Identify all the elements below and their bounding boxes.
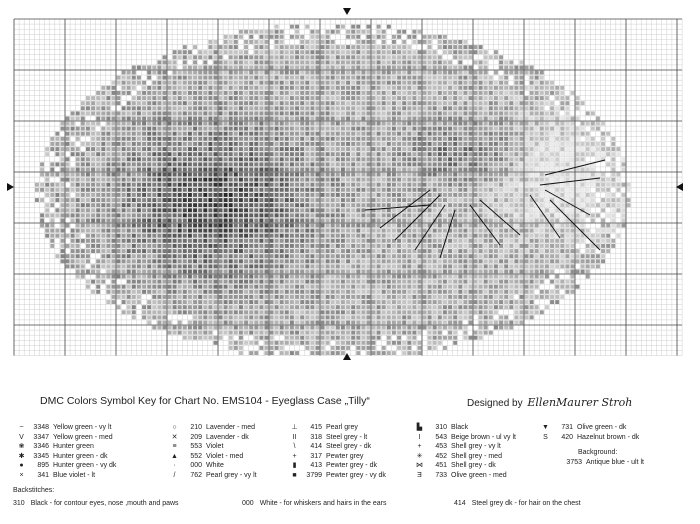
key-entry bbox=[540, 423, 639, 433]
key-entry bbox=[169, 433, 257, 443]
designer-credit bbox=[467, 396, 632, 409]
key-entry bbox=[16, 423, 116, 433]
dmc-code: 413 bbox=[310, 462, 322, 470]
color-name: Pewter grey - vy dk bbox=[326, 471, 386, 479]
stitch-symbol: ▮ bbox=[292, 462, 297, 470]
stitch-symbol: S bbox=[543, 433, 548, 441]
dmc-code: 452 bbox=[435, 452, 447, 460]
background-entry bbox=[560, 458, 644, 468]
stitch-symbol: ○ bbox=[172, 424, 177, 431]
key-entry bbox=[414, 442, 516, 452]
backstitches-heading: Backstitches: bbox=[13, 487, 55, 494]
key-entry bbox=[414, 461, 516, 471]
stitch-symbol: ✱ bbox=[18, 452, 25, 460]
color-name: Hunter green - vy dk bbox=[53, 462, 117, 470]
color-name: Pewter grey bbox=[326, 452, 364, 460]
key-entry bbox=[169, 442, 257, 452]
dmc-code: 341 bbox=[37, 471, 49, 479]
stitch-symbol: / bbox=[173, 471, 176, 479]
dmc-code: 3753 bbox=[566, 458, 582, 466]
color-name: Yellow green - vy lt bbox=[53, 424, 112, 431]
color-name: Blue violet - lt bbox=[53, 471, 96, 479]
dmc-code: 543 bbox=[435, 433, 447, 441]
stitch-symbol: × bbox=[19, 471, 24, 479]
dmc-code: 3347 bbox=[33, 433, 49, 441]
dmc-code: 317 bbox=[310, 452, 322, 460]
key-entry bbox=[289, 433, 386, 443]
stitch-symbol: ✕ bbox=[171, 433, 178, 441]
symbol-key-title: DMC Colors Symbol Key for Chart No. EMS104 - Eyeglass Case „Tilly“ bbox=[40, 395, 370, 407]
stitch-symbol: ≡ bbox=[172, 443, 177, 451]
chart-pattern bbox=[35, 25, 631, 355]
backstitch-text: Black - for contour eyes, nose ,mouth and paws bbox=[30, 500, 179, 507]
color-name: Pearl grey bbox=[326, 424, 358, 431]
color-name: Violet - med bbox=[206, 452, 244, 460]
dmc-code: 453 bbox=[435, 443, 447, 451]
stitch-symbol: ⊥ bbox=[291, 424, 298, 431]
key-column-5 bbox=[540, 423, 639, 442]
dmc-code: 209 bbox=[190, 433, 202, 441]
stitch-symbol: ● bbox=[19, 462, 24, 470]
stitch-symbol: ■ bbox=[292, 471, 297, 479]
key-entry bbox=[414, 471, 516, 481]
backstitch-entry bbox=[13, 500, 179, 507]
key-column-3 bbox=[289, 423, 386, 481]
chart-grid-fine bbox=[14, 19, 682, 356]
dmc-code: 414 bbox=[310, 443, 322, 451]
key-entry bbox=[16, 461, 116, 471]
stitch-symbol: \ bbox=[293, 443, 296, 451]
color-name: Pearl grey - vy lt bbox=[206, 471, 257, 479]
stitch-symbol: ~ bbox=[19, 424, 24, 431]
center-marker-top bbox=[343, 8, 351, 15]
dmc-code: 310 bbox=[13, 500, 25, 507]
dmc-code: 762 bbox=[190, 471, 202, 479]
backstitch-text: Steel grey dk - for hair on the chest bbox=[471, 500, 581, 507]
color-name: Hazelnut brown - dk bbox=[577, 433, 640, 441]
dmc-code: 895 bbox=[37, 462, 49, 470]
color-name: Shell grey - vy lt bbox=[451, 443, 501, 451]
key-entry bbox=[540, 433, 639, 443]
color-name: Antique blue - ult lt bbox=[586, 458, 644, 466]
color-name: Lavender - dk bbox=[206, 433, 249, 441]
stitch-symbol: ⋈ bbox=[416, 462, 423, 470]
color-name: Olive green - dk bbox=[577, 424, 627, 431]
dmc-code: 3348 bbox=[33, 424, 49, 431]
key-column-1 bbox=[16, 423, 116, 481]
backstitch-entry bbox=[454, 500, 581, 507]
dmc-code: 733 bbox=[435, 471, 447, 479]
center-marker-left bbox=[7, 183, 14, 191]
key-entry bbox=[414, 423, 516, 433]
key-entry bbox=[414, 433, 516, 443]
stitch-symbol: II bbox=[292, 433, 297, 441]
stitch-symbol: ❀ bbox=[18, 443, 25, 451]
key-entry bbox=[169, 461, 257, 471]
color-name: Steel grey - lt bbox=[326, 433, 368, 441]
backstitch-text: White - for whiskers and hairs in the ears bbox=[259, 500, 387, 507]
dmc-code: 414 bbox=[454, 500, 466, 507]
color-name: Violet bbox=[206, 443, 224, 451]
stitch-symbol: ✳ bbox=[416, 452, 423, 460]
dmc-code: 420 bbox=[561, 433, 573, 441]
color-name: Shell grey - dk bbox=[451, 462, 496, 470]
color-name: Pewter grey - dk bbox=[326, 462, 377, 470]
background-info bbox=[560, 448, 644, 467]
key-entry bbox=[169, 423, 257, 433]
key-column-2 bbox=[169, 423, 257, 481]
stitch-symbol: + bbox=[417, 443, 422, 451]
stitch-symbol: V bbox=[19, 433, 24, 441]
key-entry bbox=[289, 423, 386, 433]
dmc-code: 000 bbox=[242, 500, 254, 507]
color-name: Black bbox=[451, 424, 469, 431]
key-entry bbox=[289, 442, 386, 452]
key-entry bbox=[16, 442, 116, 452]
stitch-symbol: + bbox=[292, 452, 297, 460]
color-name: Beige brown - ul vy lt bbox=[451, 433, 516, 441]
dmc-code: 3346 bbox=[33, 443, 49, 451]
key-column-4 bbox=[414, 423, 516, 481]
color-name: Lavender - med bbox=[206, 424, 256, 431]
dmc-code: 3799 bbox=[306, 471, 322, 479]
dmc-code: 3345 bbox=[33, 452, 49, 460]
key-entry bbox=[16, 471, 116, 481]
stitch-symbol: I bbox=[418, 433, 421, 441]
key-entry bbox=[16, 433, 116, 443]
dmc-code: 552 bbox=[190, 452, 202, 460]
color-name: Yellow green - med bbox=[53, 433, 113, 441]
key-entry bbox=[169, 452, 257, 462]
color-name: Hunter green bbox=[53, 443, 94, 451]
key-entry bbox=[289, 452, 386, 462]
color-name: Shell grey - med bbox=[451, 452, 502, 460]
stitch-symbol: ▙ bbox=[416, 424, 423, 431]
stitch-symbol: Ǝ bbox=[417, 471, 422, 479]
key-entry bbox=[16, 452, 116, 462]
key-entry bbox=[169, 471, 257, 481]
dmc-code: 553 bbox=[190, 443, 202, 451]
color-name: Hunter green - dk bbox=[53, 452, 108, 460]
key-entry bbox=[289, 461, 386, 471]
designer-signature: EllenMaurer Stroh bbox=[527, 396, 633, 409]
designer-label: Designed by bbox=[467, 398, 523, 409]
color-name: Olive green - med bbox=[451, 471, 507, 479]
dmc-code: 318 bbox=[310, 433, 322, 441]
stitch-symbol: · bbox=[173, 462, 176, 470]
color-name: White bbox=[206, 462, 224, 470]
key-entry bbox=[289, 471, 386, 481]
dmc-code: 451 bbox=[435, 462, 447, 470]
background-label: Background: bbox=[578, 449, 618, 456]
color-name: Steel grey - dk bbox=[326, 443, 372, 451]
backstitch-entry bbox=[242, 500, 387, 507]
stitch-symbol: ▼ bbox=[542, 424, 549, 431]
dmc-code: 310 bbox=[435, 424, 447, 431]
dmc-code: 731 bbox=[561, 424, 573, 431]
dmc-code: 210 bbox=[190, 424, 202, 431]
dmc-code: 000 bbox=[190, 462, 202, 470]
key-entry bbox=[414, 452, 516, 462]
dmc-code: 415 bbox=[310, 424, 322, 431]
stitch-symbol: ▲ bbox=[171, 452, 178, 460]
